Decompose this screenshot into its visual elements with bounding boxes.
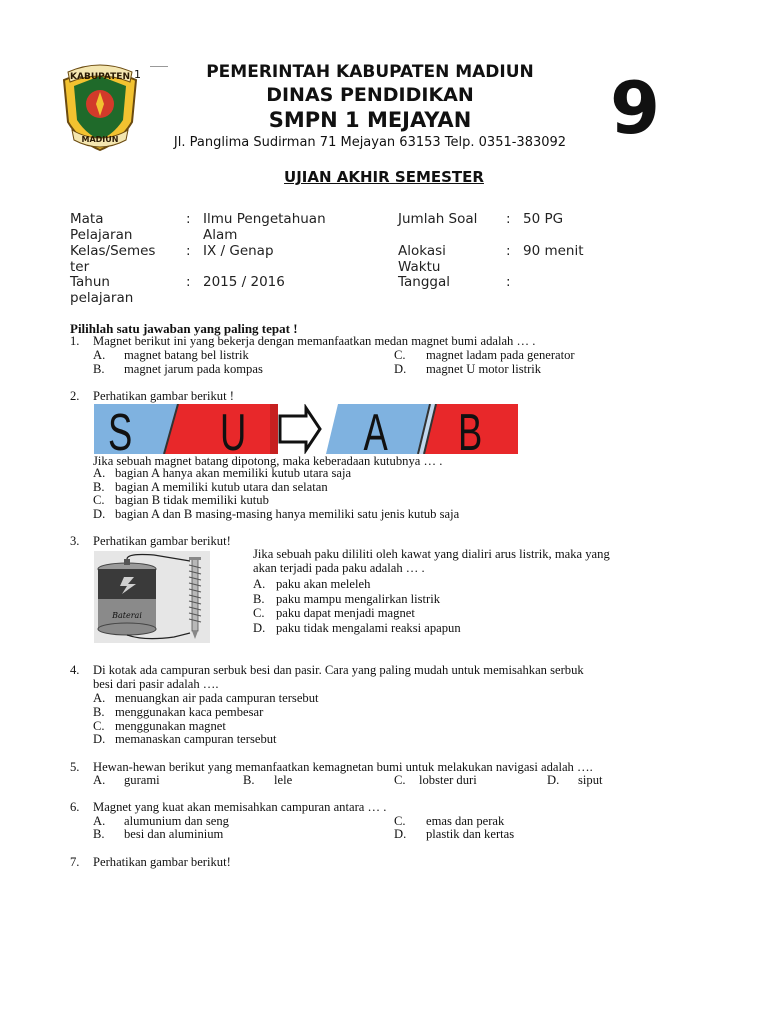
time-allocation-value: 90 menit xyxy=(523,243,584,259)
option-letter: B. xyxy=(243,773,255,787)
question-number: 7. xyxy=(70,855,80,869)
class-label: Kelas/Semes ter xyxy=(70,243,156,275)
option-text[interactable]: magnet batang bel listrik xyxy=(124,348,249,362)
option-text[interactable]: paku mampu mengalirkan listrik xyxy=(276,592,441,606)
time-allocation-label: Alokasi Waktu xyxy=(398,243,446,275)
option-text[interactable]: menggunakan kaca pembesar xyxy=(115,705,264,719)
option-text[interactable]: gurami xyxy=(124,773,160,787)
question-number: 1. xyxy=(70,334,80,348)
figure-letter-b: B xyxy=(458,404,483,454)
option-letter: A. xyxy=(93,814,106,828)
school-address: Jl. Panglima Sudirman 71 Mejayan 63153 Telp. 0351-383092 xyxy=(173,135,567,150)
colon: : xyxy=(506,211,511,227)
option-letter: A. xyxy=(253,577,266,591)
figure-letter-s: S xyxy=(108,404,133,454)
question-number: 2. xyxy=(70,389,80,403)
year-value: 2015 / 2016 xyxy=(203,274,285,290)
colon: : xyxy=(186,243,191,259)
question-text: Hewan-hewan berikut yang memanfaatkan kemagnetan bumi untuk melakukan navigasi adalah …. xyxy=(93,760,593,774)
option-letter: B. xyxy=(93,362,105,376)
option-text[interactable]: lobster duri xyxy=(419,773,477,787)
question-count-value: 50 PG xyxy=(523,211,564,227)
option-letter: D. xyxy=(253,621,266,635)
option-text[interactable]: lele xyxy=(274,773,293,787)
option-text[interactable]: bagian A memiliki kutub utara dan selatan xyxy=(115,480,328,494)
option-text[interactable]: paku akan meleleh xyxy=(276,577,371,591)
option-text[interactable]: memanaskan campuran tersebut xyxy=(115,732,277,746)
year-label: Tahun pelajaran xyxy=(70,274,134,306)
option-letter: B. xyxy=(93,827,105,841)
subject-value: Ilmu Pengetahuan Alam xyxy=(203,211,326,243)
option-text[interactable]: emas dan perak xyxy=(426,814,505,828)
option-text[interactable]: magnet ladam pada generator xyxy=(426,348,575,362)
battery-label: Baterai xyxy=(112,611,142,620)
colon: : xyxy=(186,211,191,227)
option-letter: C. xyxy=(394,348,406,362)
option-text[interactable]: alumunium dan seng xyxy=(124,814,229,828)
question-count-label: Jumlah Soal xyxy=(398,211,478,227)
subject-label: Mata Pelajaran xyxy=(70,211,133,243)
option-text[interactable]: siput xyxy=(578,773,603,787)
figure-letter-u: U xyxy=(220,404,247,454)
option-text[interactable]: menggunakan magnet xyxy=(115,719,226,733)
question-text: Di kotak ada campuran serbuk besi dan pasir. Cara yang paling mudah untuk memisahkan serbuk xyxy=(93,663,584,677)
question-text: Perhatikan gambar berikut ! xyxy=(93,389,234,403)
option-letter: D. xyxy=(93,507,106,521)
option-letter: A. xyxy=(93,691,106,705)
option-letter: D. xyxy=(394,827,407,841)
grade-number: 9 xyxy=(610,66,661,150)
option-text[interactable]: paku dapat menjadi magnet xyxy=(276,606,415,620)
government-name: PEMERINTAH KABUPATEN MADIUN xyxy=(206,62,534,82)
exam-title: UJIAN AKHIR SEMESTER xyxy=(284,168,484,186)
option-text[interactable]: menuangkan air pada campuran tersebut xyxy=(115,691,319,705)
question-text: Jika sebuah magnet batang dipotong, maka keberadaan kutubnya … . xyxy=(93,454,443,468)
option-text[interactable]: bagian A dan B masing-masing hanya memiliki satu jenis kutub saja xyxy=(115,507,460,521)
question-number: 4. xyxy=(70,663,80,677)
option-letter: A. xyxy=(93,348,106,362)
option-text[interactable]: besi dan aluminium xyxy=(124,827,224,841)
colon: : xyxy=(506,243,511,259)
option-letter: C. xyxy=(253,606,265,620)
option-text[interactable]: bagian A hanya akan memiliki kutub utara saja xyxy=(115,466,352,480)
magnet-cut-figure xyxy=(94,404,518,454)
question-text: Perhatikan gambar berikut! xyxy=(93,534,231,548)
option-letter: D. xyxy=(394,362,407,376)
logo-number: 1 xyxy=(134,68,141,81)
question-text: besi dari pasir adalah …. xyxy=(93,677,219,691)
question-number: 5. xyxy=(70,760,80,774)
logo-bottom-text: MADIUN xyxy=(81,135,119,144)
option-letter: C. xyxy=(394,814,406,828)
option-letter: B. xyxy=(93,480,105,494)
option-letter: D. xyxy=(93,732,106,746)
option-letter: C. xyxy=(93,719,105,733)
colon: : xyxy=(506,274,511,290)
question-text: akan terjadi pada paku adalah … . xyxy=(253,561,425,575)
question-number: 3. xyxy=(70,534,80,548)
colon: : xyxy=(186,274,191,290)
option-text[interactable]: bagian B tidak memiliki kutub xyxy=(115,493,269,507)
question-text: Magnet yang kuat akan memisahkan campuran antara … . xyxy=(93,800,387,814)
option-text[interactable]: magnet U motor listrik xyxy=(426,362,542,376)
school-district-logo xyxy=(54,60,146,152)
option-letter: B. xyxy=(93,705,105,719)
department-name: DINAS PENDIDIKAN xyxy=(266,84,474,106)
option-letter: B. xyxy=(253,592,265,606)
option-text[interactable]: magnet jarum pada kompas xyxy=(124,362,263,376)
figure-letter-a: A xyxy=(363,404,388,454)
battery-nail-figure xyxy=(94,551,210,643)
question-text: Magnet berikut ini yang bekerja dengan memanfaatkan medan magnet bumi adalah … . xyxy=(93,334,536,348)
question-text: Jika sebuah paku dililiti oleh kawat yang dialiri arus listrik, maka yang xyxy=(253,547,610,561)
question-number: 6. xyxy=(70,800,80,814)
option-letter: A. xyxy=(93,773,106,787)
option-letter: A. xyxy=(93,466,106,480)
class-value: IX / Genap xyxy=(203,243,274,259)
instruction: Pilihlah satu jawaban yang paling tepat ! xyxy=(70,321,298,336)
logo-top-text: KABUPATEN xyxy=(70,72,130,82)
option-letter: C. xyxy=(394,773,406,787)
date-label: Tanggal xyxy=(398,274,451,290)
school-name: SMPN 1 MEJAYAN xyxy=(268,108,472,132)
option-text[interactable]: plastik dan kertas xyxy=(426,827,515,841)
question-text: Perhatikan gambar berikut! xyxy=(93,855,231,869)
option-letter: D. xyxy=(547,773,560,787)
option-letter: C. xyxy=(93,493,105,507)
option-text[interactable]: paku tidak mengalami reaksi apapun xyxy=(276,621,461,635)
